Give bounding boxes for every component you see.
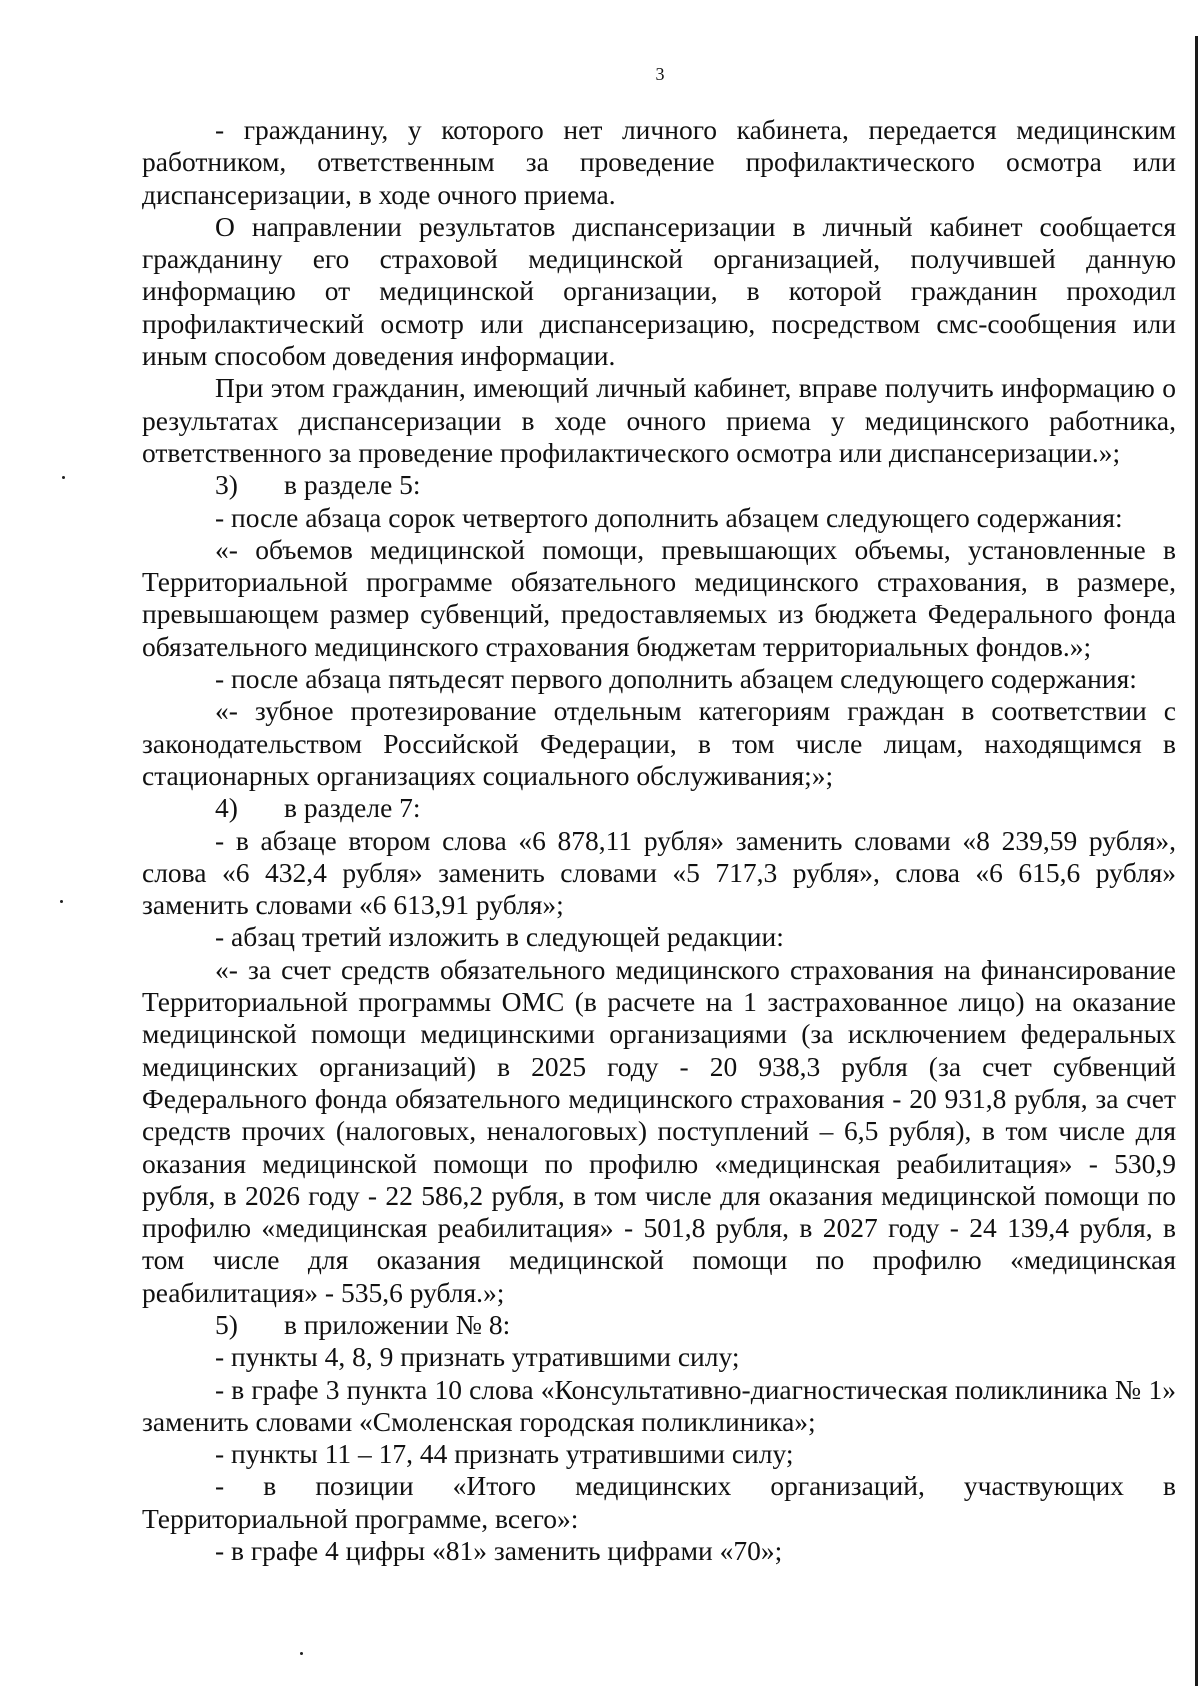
list-item-text: в разделе 5: [284,469,421,501]
scan-speck [300,1652,303,1655]
paragraph-in-person-info: При этом гражданин, имеющий личный кабинет, вправе получить информацию о результатах диспансеризации в ходе очного приема у медицинского работника, ответственного за проведение профилактического осмотра или диспансеризации.»; [142,372,1176,468]
paragraph-points-4-8-9: - пункты 4, 8, 9 признать утратившими силу; [215,1341,740,1373]
paragraph-points-11-17-44: - пункты 11 – 17, 44 признать утратившими силу; [215,1438,794,1470]
paragraph-volumes: «- объемов медицинской помощи, превышающих объемы, установленные в Территориальной программе обязательного медицинского страхования, в размере, превышающем размер субвенций, предоставляемых из бюджета Федерального фонда обязательного медицинского страхования бюджетам территориальных фондов.»; [142,533,1176,662]
paragraph-notification: О направлении результатов диспансеризации в личный кабинет сообщается гражданину его страховой медицинской организацией, получившей данную информацию от медицинской организации, в которой гражданин проходил профилактический осмотр или диспансеризацию, посредством смс-сообщения или иным способом доведения информации. [142,210,1176,372]
list-item-number: 3) [215,469,238,501]
list-item-number: 5) [215,1308,238,1340]
paragraph-second-abzac: - в абзаце втором слова «6 878,11 рубля» заменить словами «8 239,59 рубля», слова «6 432,4 рубля» заменить словами «5 717,3 рубля», слова «6 615,6 рубля» заменить словами «6 613,91 рубля»; [142,824,1176,921]
scan-speck [62,476,65,479]
list-item-text: в приложении № 8: [284,1308,511,1340]
list-item-text: в разделе 7: [284,792,421,824]
list-item-number: 4) [215,792,238,824]
page-number: 3 [655,64,665,84]
paragraph-financing: «- за счет средств обязательного медицинского страхования на финансирование Территориальной программы ОМС (в расчете на 1 застрахованное лицо) на оказание медицинской помощи медицинскими организациями (за исключением федеральных медицинских организаций) в 2025 году - 20 938,3 рубля (за счет субвенций Федерального фонда обязательного медицинского страхования - 20 931,8 рубля, за счет средств прочих (налоговых, неналоговых) поступлений – 6,5 рубля), в том числе для оказания медицинской помощи по профилю «медицинская реабилитация» - 530,9 рубля, в 2026 году - 22 586,2 рубля, в том числе для оказания медицинской помощи по профилю «медицинская реабилитация» - 501,8 рубля, в 2027 году - 24 139,4 рубля, в том числе для оказания медицинской помощи по профилю «медицинская реабилитация» - 535,6 рубля.»; [142,953,1176,1308]
list-item-5 [142,1309,1176,1341]
paragraph-column-4: - в графе 4 цифры «81» заменить цифрами «70»; [215,1535,783,1567]
scan-speck [60,900,63,903]
paragraph-column-3-point-10: - в графе 3 пункта 10 слова «Консультативно-диагностическая поликлиника № 1» заменить словами «Смоленская городская поликлиника»; [142,1373,1176,1437]
document-body [142,114,1176,1567]
paragraph-citizen-without-account: - гражданину, у которого нет личного кабинета, передается медицинским работником, ответственным за проведение профилактического осмотра или диспансеризации, в ходе очного приема. [142,114,1176,210]
paragraph-third-abzac: - абзац третий изложить в следующей редакции: [215,921,784,953]
list-item-4 [142,792,1176,824]
paragraph-total-position-cont: Территориальной программе, всего»: [142,1502,579,1534]
paragraph-after-44: - после абзаца сорок четвертого дополнить абзацем следующего содержания: [215,501,1123,533]
paragraph-dental: «- зубное протезирование отдельным категориям граждан в соответствии с законодательством Российской Федерации, в том числе лицам, находящимся в стационарных организациях социального обслуживания;»; [142,695,1176,791]
paragraph-total-position: - в позиции «Итого медицинских организаций, участвующих в [215,1470,1176,1502]
list-item-3 [142,469,1176,501]
paragraph-after-51: - после абзаца пятьдесят первого дополнить абзацем следующего содержания: [215,663,1137,695]
scan-border-line [1195,36,1198,1686]
